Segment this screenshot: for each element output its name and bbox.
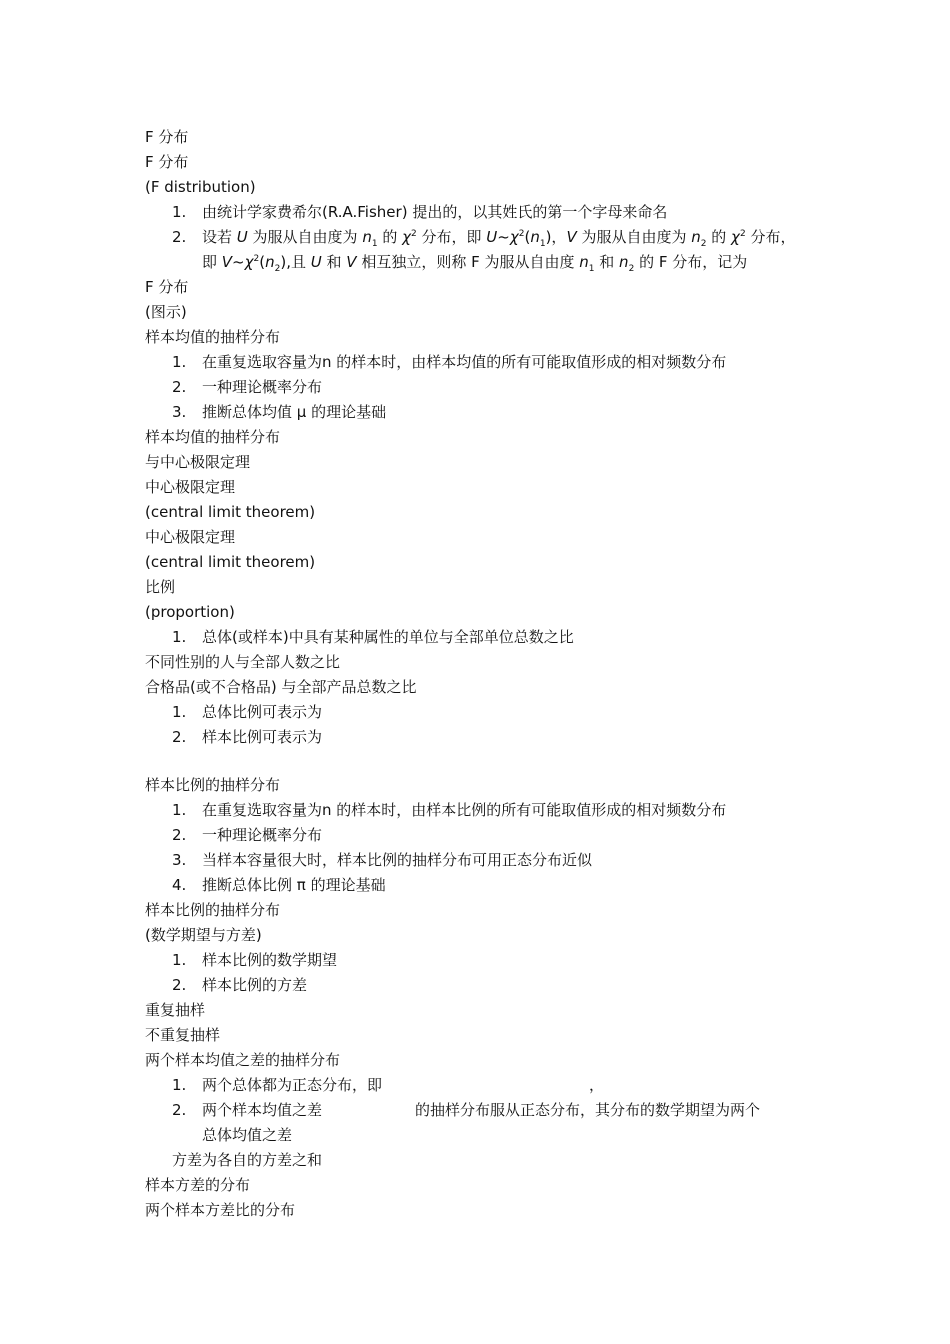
list-text: 当样本容量很大时，样本比例的抽样分布可用正态分布近似	[202, 851, 593, 869]
list-number: 1.	[172, 353, 187, 371]
list-text: 总体(或样本)中具有某种属性的单位与全部单位总数之比	[202, 628, 574, 646]
heading-expectation-variance: (数学期望与方差)	[145, 926, 262, 944]
list-text: 两个总体都为正态分布，即	[202, 1076, 383, 1094]
list-number: 1.	[172, 703, 187, 721]
list-text: 在重复选取容量为n 的样本时，由样本均值的所有可能取值形成的相对频数分布	[202, 353, 727, 371]
heading-proportion-sampling-distribution: 样本比例的抽样分布	[145, 776, 281, 794]
list-number: 3.	[172, 403, 187, 421]
list-number: 1.	[172, 628, 187, 646]
list-text: 一种理论概率分布	[202, 378, 323, 396]
list-text-tail: ，	[589, 1076, 605, 1094]
list-text: 样本比例的数学期望	[202, 951, 338, 969]
list-text: 样本比例可表示为	[202, 728, 323, 746]
heading-clt-en-2: (central limit theorem)	[145, 553, 316, 571]
text-repeated-sampling: 重复抽样	[145, 1001, 206, 1019]
heading-proportion-sampling-distribution-2: 样本比例的抽样分布	[145, 901, 281, 919]
list-text-continuation: 总体均值之差	[202, 1126, 293, 1144]
text-variance-sum: 方差为各自的方差之和	[172, 1151, 323, 1169]
text-qualified-ratio: 合格品(或不合格品) 与全部产品总数之比	[145, 678, 417, 696]
heading-clt-2: 中心极限定理	[145, 528, 236, 546]
list-number: 1.	[172, 1076, 187, 1094]
heading-clt: 中心极限定理	[145, 478, 236, 496]
list-text: 两个样本均值之差	[202, 1101, 323, 1119]
list-text: 在重复选取容量为n 的样本时，由样本比例的所有可能取值形成的相对频数分布	[202, 801, 727, 819]
heading-f-distribution: F 分布	[145, 128, 189, 146]
heading-proportion: 比例	[145, 578, 176, 596]
heading-clt-en: (central limit theorem)	[145, 503, 316, 521]
heading-f-distribution-2: F 分布	[145, 153, 189, 171]
list-number: 3.	[172, 851, 187, 869]
heading-sample-variance-distribution: 样本方差的分布	[145, 1176, 251, 1194]
list-number: 2.	[172, 976, 187, 994]
list-number: 4.	[172, 876, 187, 894]
list-text: 设若 U 为服从自由度为 $n_1$ 的 $\chi^2$ 分布，即 $U\sim\chi^2(n_1)$，V 为服从自由度为 $n_2$ 的 $\chi^2$ 分布，	[202, 228, 796, 249]
list-text-tail: 的抽样分布服从正态分布，其分布的数学期望为两个	[415, 1101, 761, 1119]
heading-mean-difference-distribution: 两个样本均值之差的抽样分布	[145, 1051, 341, 1069]
list-text-continuation: 即 $V\sim\chi^2(n_2)$,且 U 和 V 相互独立，则称 F 为服从自由度 $n_1$ 和 $n_2$ 的 F 分布，记为	[202, 253, 748, 274]
list-number: 2.	[172, 378, 187, 396]
heading-with-clt: 与中心极限定理	[145, 453, 251, 471]
heading-mean-sampling-distribution: 样本均值的抽样分布	[145, 328, 281, 346]
list-text: 由统计学家费希尔(R.A.Fisher) 提出的，以其姓氏的第一个字母来命名	[202, 203, 668, 221]
list-text: 总体比例可表示为	[202, 703, 323, 721]
list-text: 一种理论概率分布	[202, 826, 323, 844]
list-number: 2.	[172, 826, 187, 844]
list-number: 1.	[172, 951, 187, 969]
heading-f-distribution-3: F 分布	[145, 278, 189, 296]
heading-f-distribution-en: (F distribution)	[145, 178, 256, 196]
text-non-repeated-sampling: 不重复抽样	[145, 1026, 221, 1044]
list-text: 推断总体均值 μ 的理论基础	[202, 403, 387, 421]
list-number: 1.	[172, 801, 187, 819]
list-text: 推断总体比例 π 的理论基础	[202, 876, 386, 894]
list-number: 1.	[172, 203, 187, 221]
heading-mean-sampling-distribution-2: 样本均值的抽样分布	[145, 428, 281, 446]
text-gender-ratio: 不同性别的人与全部人数之比	[145, 653, 341, 671]
list-text: 样本比例的方差	[202, 976, 308, 994]
heading-variance-ratio-distribution: 两个样本方差比的分布	[145, 1201, 296, 1219]
list-number: 2.	[172, 228, 187, 246]
list-number: 2.	[172, 728, 187, 746]
figure-note: (图示)	[145, 303, 187, 321]
list-number: 2.	[172, 1101, 187, 1119]
heading-proportion-en: (proportion)	[145, 603, 235, 621]
